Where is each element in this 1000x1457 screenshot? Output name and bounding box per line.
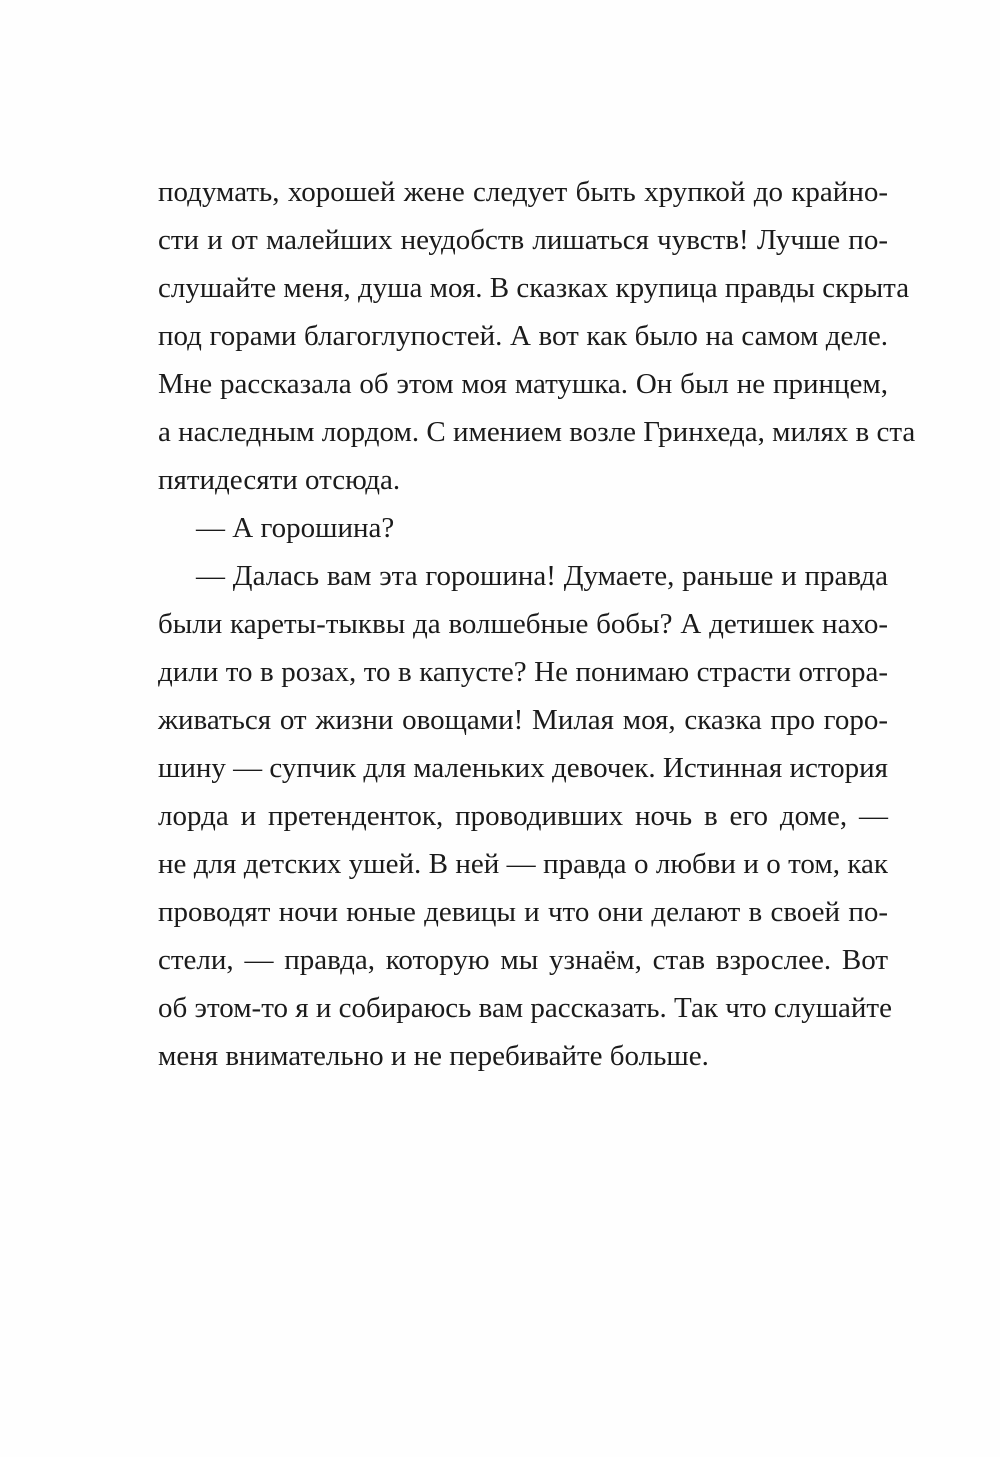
text-line: дили то в розах, то в капусте? Не понимаю страсти отгора- — [158, 656, 888, 688]
text-line: не для детских ушей. В ней — правда о любви и о том, как — [158, 848, 888, 880]
text-line: Мне рассказала об этом моя матушка. Он был не принцем, — [158, 368, 888, 400]
text-line: пятидесяти отсюда. — [158, 464, 401, 496]
dialogue-line: — А горошина? — [196, 512, 395, 544]
text-line: шину — супчик для маленьких девочек. Истинная история — [158, 752, 888, 784]
text-line: подумать, хорошей жене следует быть хрупкой до крайно- — [158, 176, 888, 208]
text-line: под горами благоглупостей. А вот как было на самом деле. — [158, 320, 888, 352]
text-line: живаться от жизни овощами! Милая моя, сказка про горо- — [158, 704, 888, 736]
text-line: а наследным лордом. С имением возле Гринхеда, милях в ста — [158, 416, 916, 448]
text-line: стели, — правда, которую мы узнаём, став взрослее. Вот — [158, 944, 888, 976]
text-line: сти и от малейших неудобств лишаться чувств! Лучше по- — [158, 224, 888, 256]
text-line: меня внимательно и не перебивайте больше. — [158, 1040, 709, 1072]
dialogue-line: — Далась вам эта горошина! Думаете, раньше и правда — [196, 560, 888, 592]
text-line: слушайте меня, душа моя. В сказках крупица правды скрыта — [158, 272, 910, 304]
text-line: были кареты-тыквы да волшебные бобы? А детишек нахо- — [158, 608, 888, 640]
page-text — [158, 168, 916, 1080]
text-line: проводят ночи юные девицы и что они делают в своей по- — [158, 896, 888, 928]
text-line: лорда и претенденток, проводивших ночь в его доме, — — [158, 800, 888, 832]
text-line: об этом-то я и собираюсь вам рассказать. Так что слушайте — [158, 992, 892, 1024]
